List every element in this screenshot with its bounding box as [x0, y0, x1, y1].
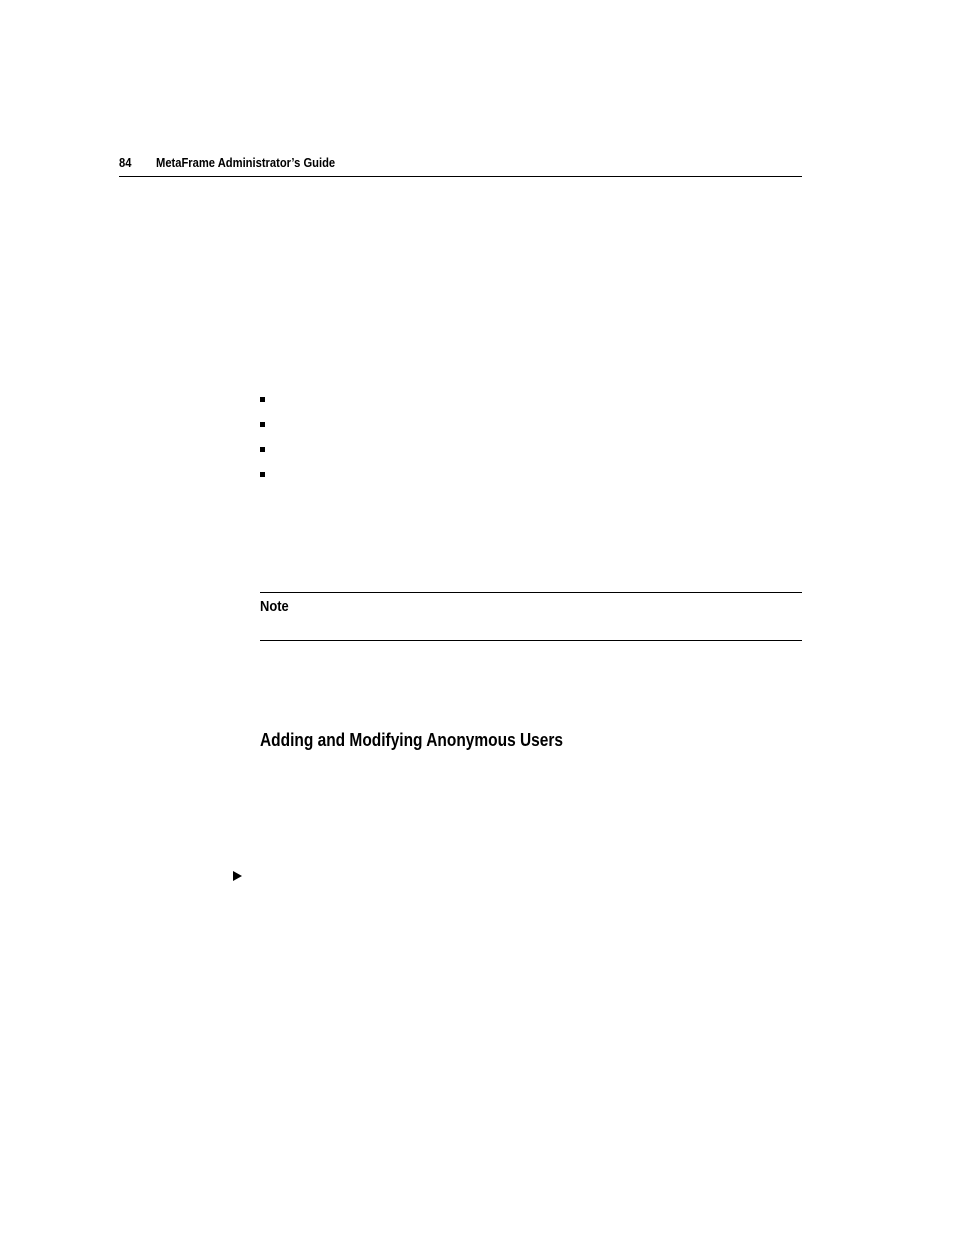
note-label: Note — [260, 598, 289, 615]
square-bullet-icon — [260, 397, 265, 402]
section-heading: Adding and Modifying Anonymous Users — [260, 730, 564, 750]
square-bullet-icon — [260, 447, 265, 452]
page-number: 84 — [119, 155, 132, 170]
square-bullet-icon — [260, 472, 265, 477]
running-title: MetaFrame Administrator’s Guide — [156, 155, 336, 170]
page-header — [119, 153, 802, 177]
note-box — [260, 592, 802, 641]
triangle-arrow-icon — [233, 871, 242, 881]
square-bullet-icon — [260, 422, 265, 427]
